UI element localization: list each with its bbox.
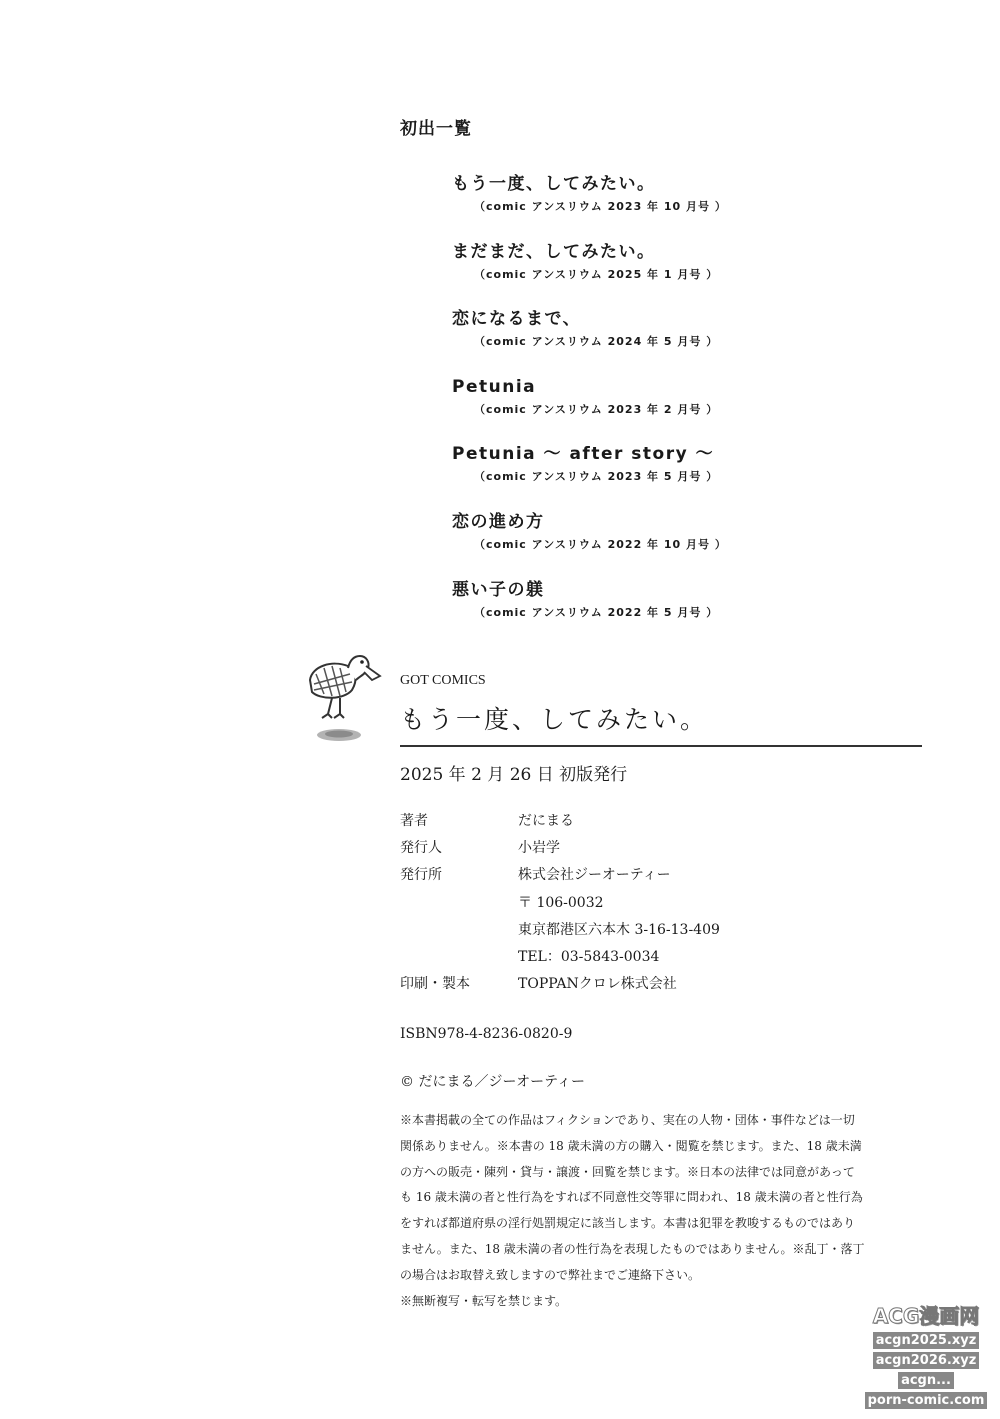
toc-list: [452, 170, 727, 643]
toc-title: Petunia: [452, 376, 537, 397]
credit-value: だにまる: [518, 813, 574, 829]
toc-item: [452, 373, 727, 441]
isbn: ISBN978-4-8236-0820-9: [400, 1026, 573, 1042]
watermark: [852, 1300, 1000, 1409]
credit-value: 東京都港区六本木 3-16-13-409: [518, 921, 720, 938]
credit-row: [400, 973, 720, 1000]
credit-label: 発行所: [400, 867, 442, 884]
toc-title: もう一度、してみたい。: [452, 174, 656, 194]
legal-notice: [400, 1108, 930, 1314]
notice-line: の方への販売・陳列・貸与・譲渡・回覧を禁じます。※日本の法律では同意があって: [400, 1164, 855, 1179]
toc-title: Petunia 〜 after story 〜: [452, 444, 715, 465]
notice-line: も 16 歳未満の者と性行為をすれば不同意性交等罪に問われ、18 歳未満の者と性行為: [400, 1190, 863, 1205]
credit-label: 印刷・製本: [400, 976, 470, 993]
toc-source: （comic アンスリウム 2022 年 5 月号 ）: [474, 605, 719, 619]
notice-line: の場合はお取替え致しますので弊社までご連絡下さい。: [400, 1267, 701, 1282]
notice-line: 関係ありません。※本書の 18 歳未満の方の購入・閲覧を禁じます。また、18 歳未満: [400, 1138, 862, 1153]
toc-source: （comic アンスリウム 2023 年 5 月号 ）: [474, 470, 719, 484]
watermark-logo: ACG漫画网: [872, 1304, 980, 1328]
credit-row: [400, 892, 720, 919]
credit-label: 発行人: [400, 840, 442, 857]
bird-mascot-icon: [302, 652, 392, 744]
toc-source: （comic アンスリウム 2025 年 1 月号 ）: [474, 267, 719, 281]
watermark-url: acgn...: [898, 1372, 954, 1389]
book-title: もう一度、してみたい。: [400, 705, 709, 734]
credit-row: [400, 810, 720, 837]
toc-source: （comic アンスリウム 2023 年 10 月号 ）: [474, 200, 727, 213]
credits-table: [400, 810, 720, 1000]
notice-line: をすれば都道府県の淫行処罰規定に該当します。本書は犯罪を教唆するものではあり: [400, 1216, 856, 1231]
credit-value: 小岩学: [518, 840, 560, 857]
toc-source: （comic アンスリウム 2023 年 2 月号 ）: [474, 402, 719, 416]
notice-line: ※無断複写・転写を禁じます。: [400, 1293, 568, 1308]
credit-label: [400, 946, 518, 973]
watermark-url: acgn2026.xyz: [873, 1352, 980, 1369]
toc-source: （comic アンスリウム 2022 年 10 月号 ）: [474, 537, 727, 551]
credit-label: [400, 892, 518, 919]
toc-item: [452, 576, 727, 644]
section-title: 初出一覧: [400, 119, 472, 139]
toc-source: （comic アンスリウム 2024 年 5 月号 ）: [474, 335, 719, 349]
notice-line: ※本書掲載の全ての作品はフィクションであり、実在の人物・団体・事件などは一切: [400, 1113, 855, 1127]
toc-item: [452, 508, 727, 576]
watermark-url: porn-comic.com: [865, 1392, 988, 1409]
credit-row: [400, 919, 720, 946]
toc-item: [452, 440, 727, 508]
divider: [400, 745, 922, 747]
toc-item: [452, 170, 727, 238]
imprint-label: GOT COMICS: [400, 673, 486, 688]
edition-date: 2025 年 2 月 26 日 初版発行: [400, 765, 628, 785]
credit-label: [400, 919, 518, 946]
credit-row: [400, 864, 720, 891]
toc-title: 悪い子の躾: [452, 579, 545, 600]
toc-title: 恋になるまで、: [452, 309, 582, 330]
credit-value: 〒 106-0032: [518, 894, 604, 911]
toc-item: [452, 238, 727, 306]
credit-value: TOPPANクロレ株式会社: [518, 976, 677, 993]
credit-row: [400, 837, 720, 864]
notice-line: ません。また、18 歳未満の者の性行為を表現したものではありません。※乱丁・落丁: [400, 1241, 865, 1256]
copyright-notice: © だにまる／ジーオーティー: [400, 1074, 586, 1090]
watermark-url: acgn2025.xyz: [873, 1332, 980, 1349]
credit-value: TEL：03-5843-0034: [518, 948, 660, 965]
credit-row: [400, 946, 720, 973]
credit-label: 著者: [400, 813, 428, 829]
toc-title: まだまだ、してみたい。: [452, 241, 656, 262]
toc-title: 恋の進め方: [452, 511, 545, 532]
toc-item: [452, 305, 727, 373]
credit-value: 株式会社ジーオーティー: [518, 867, 671, 884]
